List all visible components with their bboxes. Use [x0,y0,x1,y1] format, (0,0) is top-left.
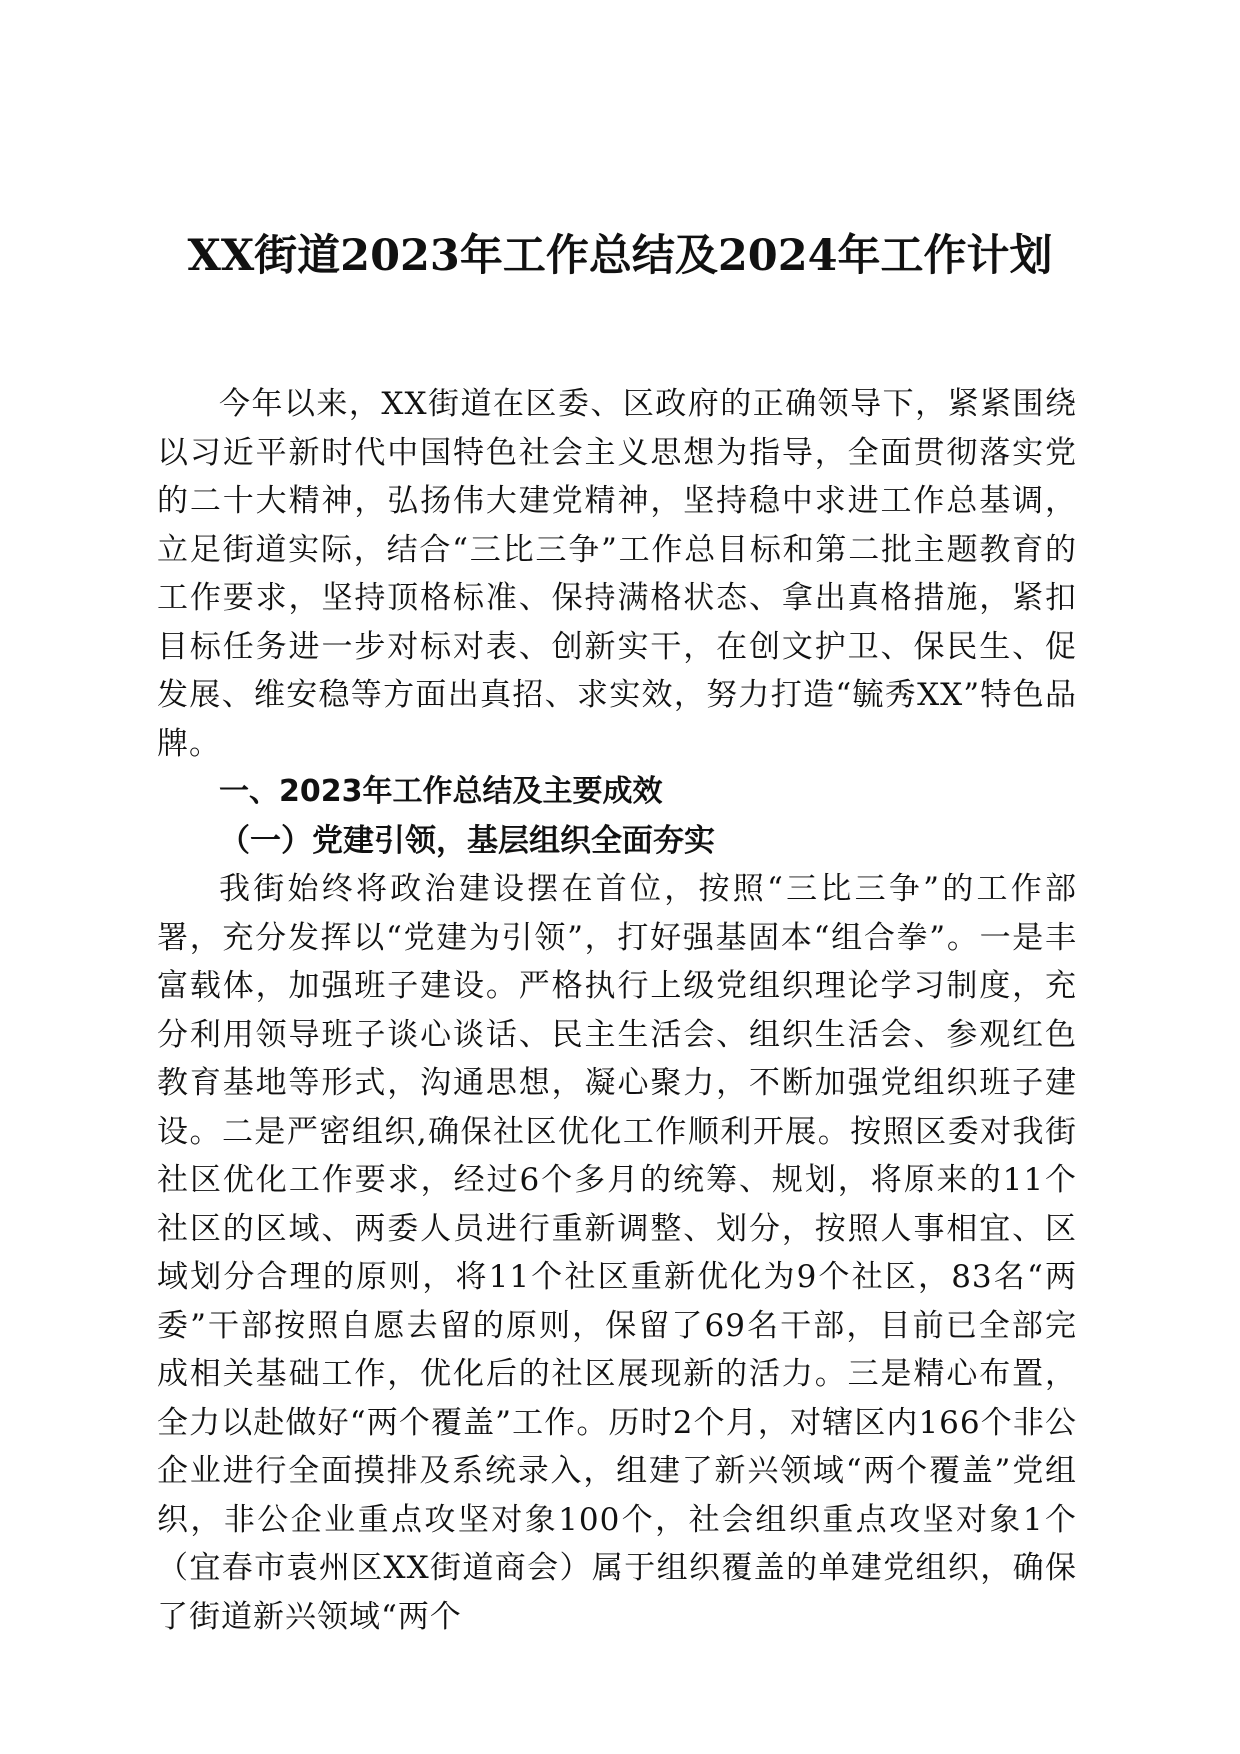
subsection-heading: （一）党建引领，基层组织全面夯实 [219,822,715,859]
document-title: XX街道2023年工作总结及2024年工作计划 [187,231,1053,281]
subsection-paragraph: 我街始终将政治建设摆在首位，按照“三比三争”的工作部署，充分发挥以“党建为引领”，打好强基固本“组合拳”。一是丰富载体，加强班子建设。严格执行上级党组织理论学习制度，充分利用领导班子谈心谈话、民主生活会、组织生活会、参观红色教育基地等形式，沟通思想，凝心聚力，不断加强党组织班子建设。二是严密组织,确保社区优化工作顺利开展。按照区委对我街社区优化工作要求，经过6个多月的统筹、规划，将原来的11个社区的区域、两委人员进行重新调整、划分，按照人事相宜、区域划分合理的原则，将11个社区重新优化为9个社区，83名“两委”干部按照自愿去留的原则，保留了69名干部，目前已全部完成相关基础工作，优化后的社区展现新的活力。三是精心布置，全力以赴做好“两个覆盖”工作。历时2个月，对辖区内166个非公企业进行全面摸排及系统录入，组建了新兴领域“两个覆盖”党组织，非公企业重点攻坚对象100个，社会组织重点攻坚对象1个（宜春市袁州区XX街道商会）属于组织覆盖的单建党组织，确保了街道新兴领域“两个 [157,871,1077,1635]
intro-paragraph: 今年以来，XX街道在区委、区政府的正确领导下，紧紧围绕以习近平新时代中国特色社会主义思想为指导，全面贯彻落实党的二十大精神，弘扬伟大建党精神，坚持稳中求进工作总基调，立足街道实际，结合“三比三争”工作总目标和第二批主题教育的工作要求，坚持顶格标准、保持满格状态、拿出真格措施，紧扣目标任务进一步对标对表、创新实干，在创文护卫、保民生、促发展、维安稳等方面出真招、求实效，努力打造“毓秀XX”特色品牌。 [157,386,1077,762]
section-heading: 一、2023年工作总结及主要成效 [219,774,663,809]
document-body [157,380,1077,1641]
